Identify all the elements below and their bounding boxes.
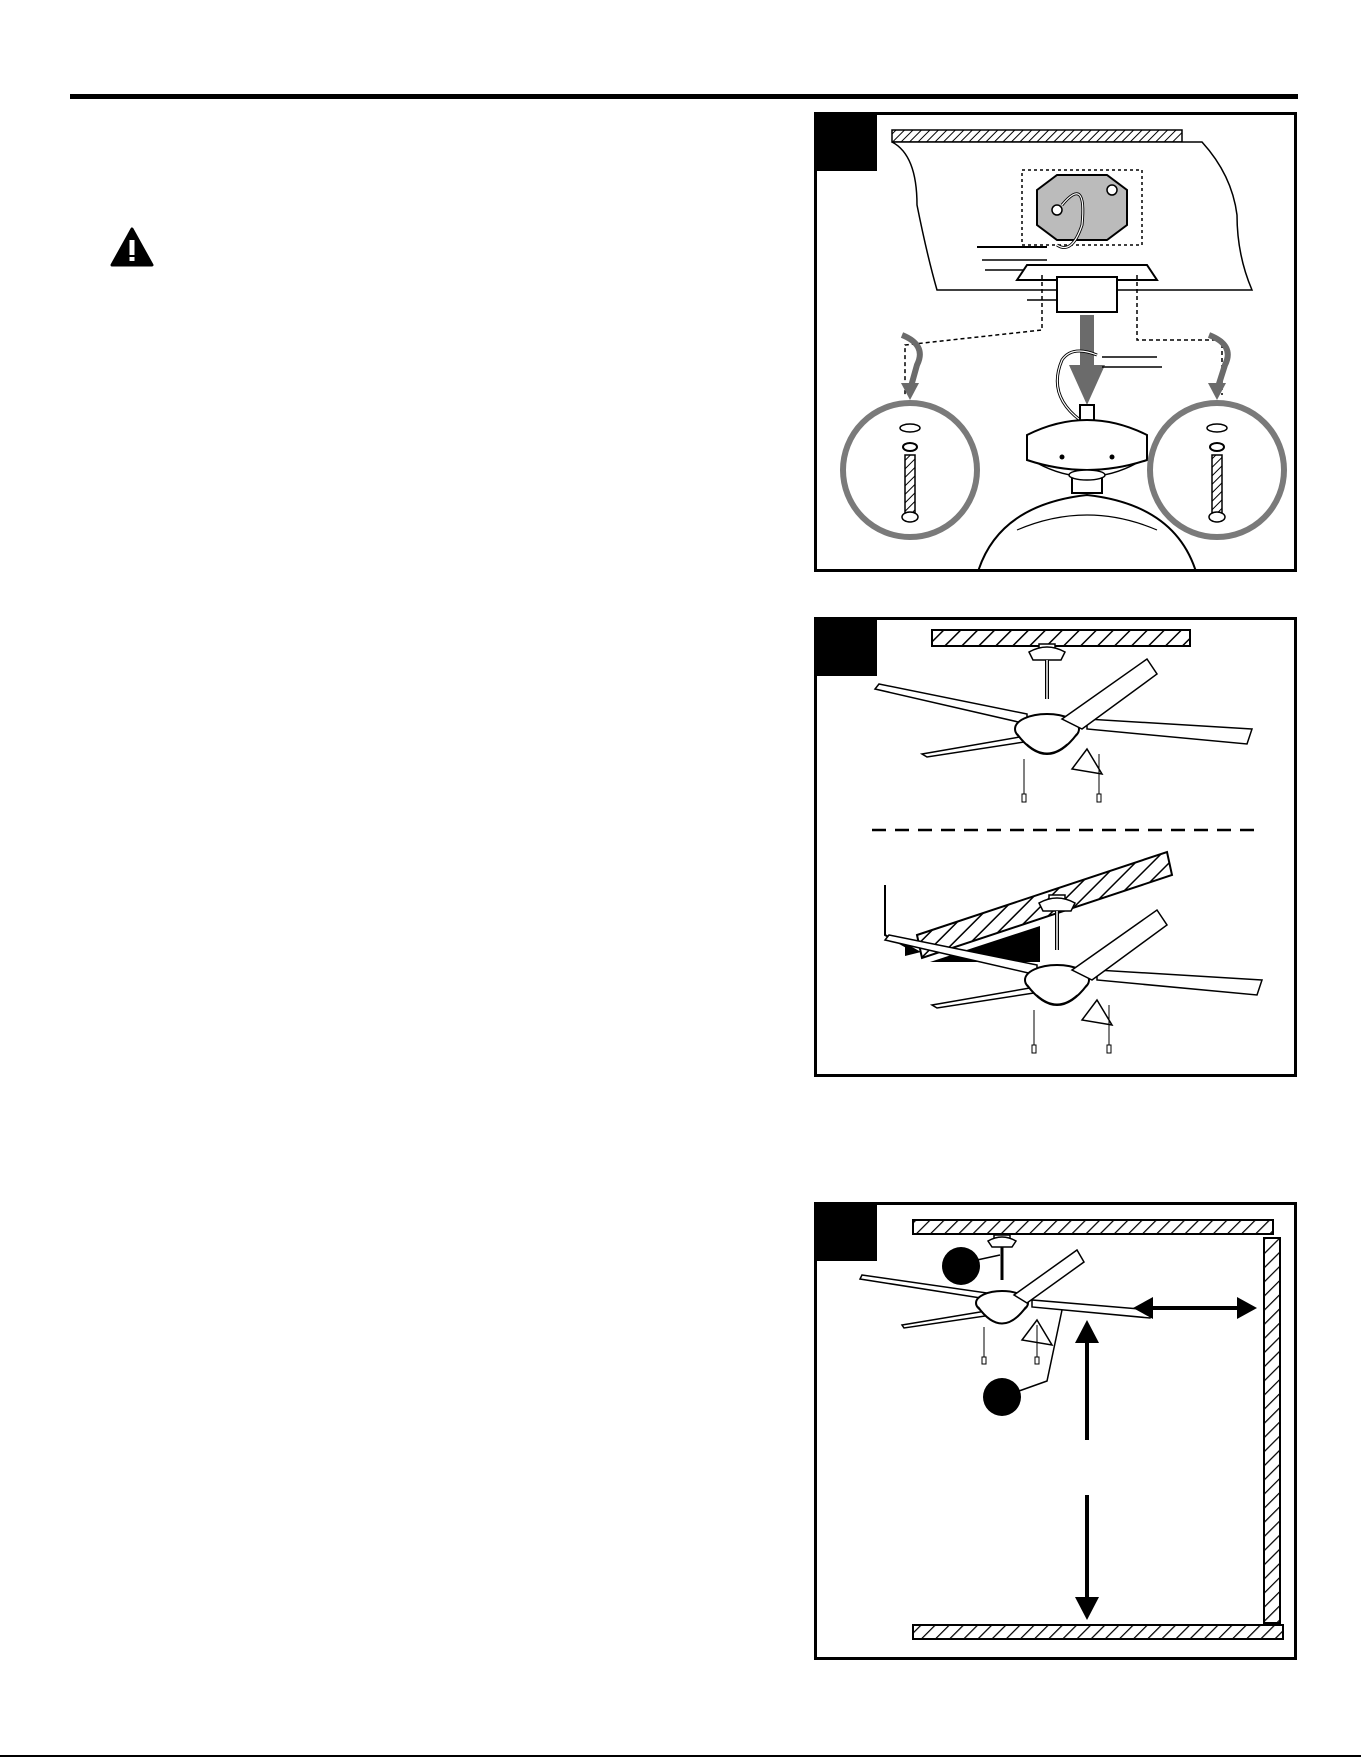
fan-flat-ceiling [875,644,1252,802]
fan-clearance [860,1235,1152,1364]
figure-clearance [814,1202,1297,1660]
fan-sloped-ceiling [885,895,1262,1053]
figure-ceiling-types [814,617,1297,1077]
figure-mounting-bracket [814,112,1297,572]
warning-triangle-icon [110,227,154,267]
footer-edge [0,1755,1361,1757]
header-rule [70,94,1298,99]
